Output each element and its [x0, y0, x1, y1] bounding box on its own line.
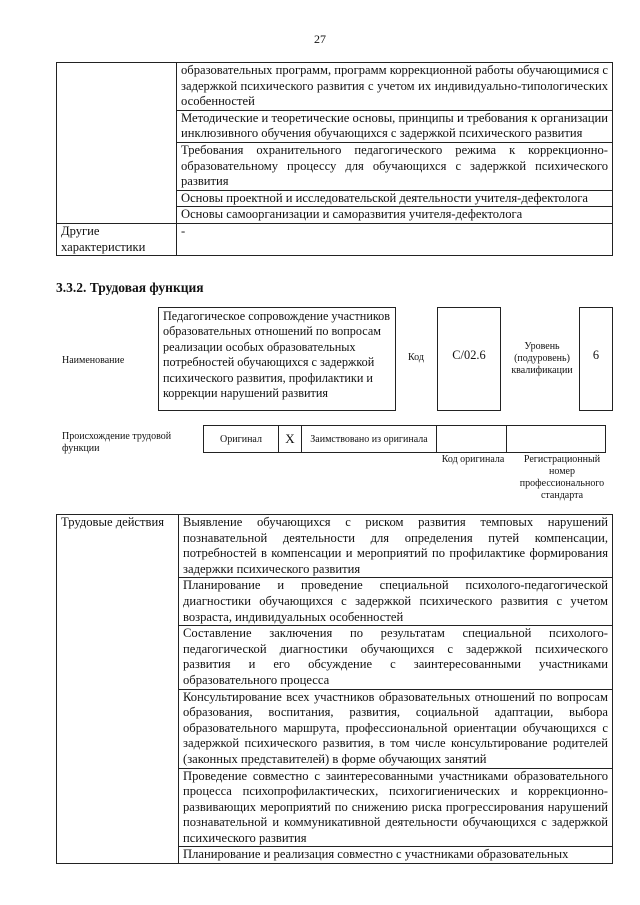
labor-action-item: Проведение совместно с заинтересованными участниками образовательного процесса психопрофилактических, психогигиенических и коррекционно-развивающих мероприятий по снижению риска прогрессирования нарушений познавательной и коммуникативной деятельности обучающихся с задержкой психического развития	[179, 768, 613, 847]
labor-action-item: Выявление обучающихся с риском развития темповых нарушений познавательной деятельности для определения путей компенсации, потребностей в компенсации и мероприятий по профилактике формирования задержки психического развития	[179, 515, 613, 578]
name-label: Наименование	[62, 355, 125, 366]
labor-action-item: Составление заключения по результатам специальной психолого-педагогической диагностики обучающихся с задержкой психического развития и его обсуждение с заинтересованными участниками образовательного процесса	[179, 626, 613, 689]
knowledge-row: Методические и теоретические основы, принципы и требования к организации инклюзивного обучения обучающихся с задержкой психического развития	[177, 110, 613, 142]
labor-actions-table	[56, 514, 613, 864]
level-value-box: 6	[579, 307, 613, 411]
level-label: Уровень (подуровень) квалификации	[511, 341, 573, 376]
knowledge-row: Основы проектной и исследовательской деятельности учителя-дефектолога	[177, 190, 613, 207]
knowledge-row: Основы самоорганизации и саморазвития учителя-дефектолога	[177, 207, 613, 224]
origin-table	[203, 425, 606, 453]
borrowed-label: Заимствовано из оригинала	[302, 426, 437, 453]
knowledge-row: Требования охранительного педагогического режима к коррекционно-образовательному процессу для обучающихся с задержкой психического развития	[177, 142, 613, 190]
code-original-cell	[437, 426, 507, 453]
reg-number-label: Регистрационный номер профессионального стандарта	[519, 454, 605, 501]
code-label: Код	[408, 352, 424, 363]
original-label: Оригинал	[204, 426, 279, 453]
other-characteristics-value: -	[177, 223, 613, 255]
code-value-box: C/02.6	[437, 307, 501, 411]
function-name-box: Педагогическое сопровождение участников образовательных отношений по вопросам реализации особых образовательных потребностей обучающихся с задержкой психического развития, профилактики и коррекции нарушений развития	[158, 307, 396, 411]
origin-label: Происхождение трудовой функции	[62, 431, 172, 454]
labor-actions-label: Трудовые действия	[57, 515, 179, 864]
knowledge-table-continuation	[56, 62, 613, 256]
labor-action-item: Планирование и проведение специальной психолого-педагогической диагностики обучающихся с задержкой психического развития с учетом возраста, индивидуальных особенностей	[179, 578, 613, 626]
reg-number-cell	[507, 426, 606, 453]
original-mark: X	[279, 426, 302, 453]
labor-action-item: Консультирование всех участников образовательных отношений по вопросам образования, воспитания, развития, социальной адаптации, выбора образовательного маршрута, профессиональной ориентации обучающихся с задержкой психического развития, в том числе консультирование родителей (законных представителей) в форме обучающих занятий	[179, 689, 613, 768]
section-title: 3.3.2. Трудовая функция	[56, 280, 204, 295]
page-number: 27	[314, 32, 326, 46]
other-characteristics-label: Другие характеристики	[57, 223, 177, 255]
knowledge-row: образовательных программ, программ коррекционной работы обучающимися с задержкой психического развития с учетом их индивидуально-типологических особенностей	[177, 63, 613, 111]
code-original-label: Код оригинала	[441, 454, 505, 465]
labor-action-item: Планирование и реализация совместно с участниками образовательных	[179, 847, 613, 864]
empty-left-cell	[57, 63, 177, 224]
